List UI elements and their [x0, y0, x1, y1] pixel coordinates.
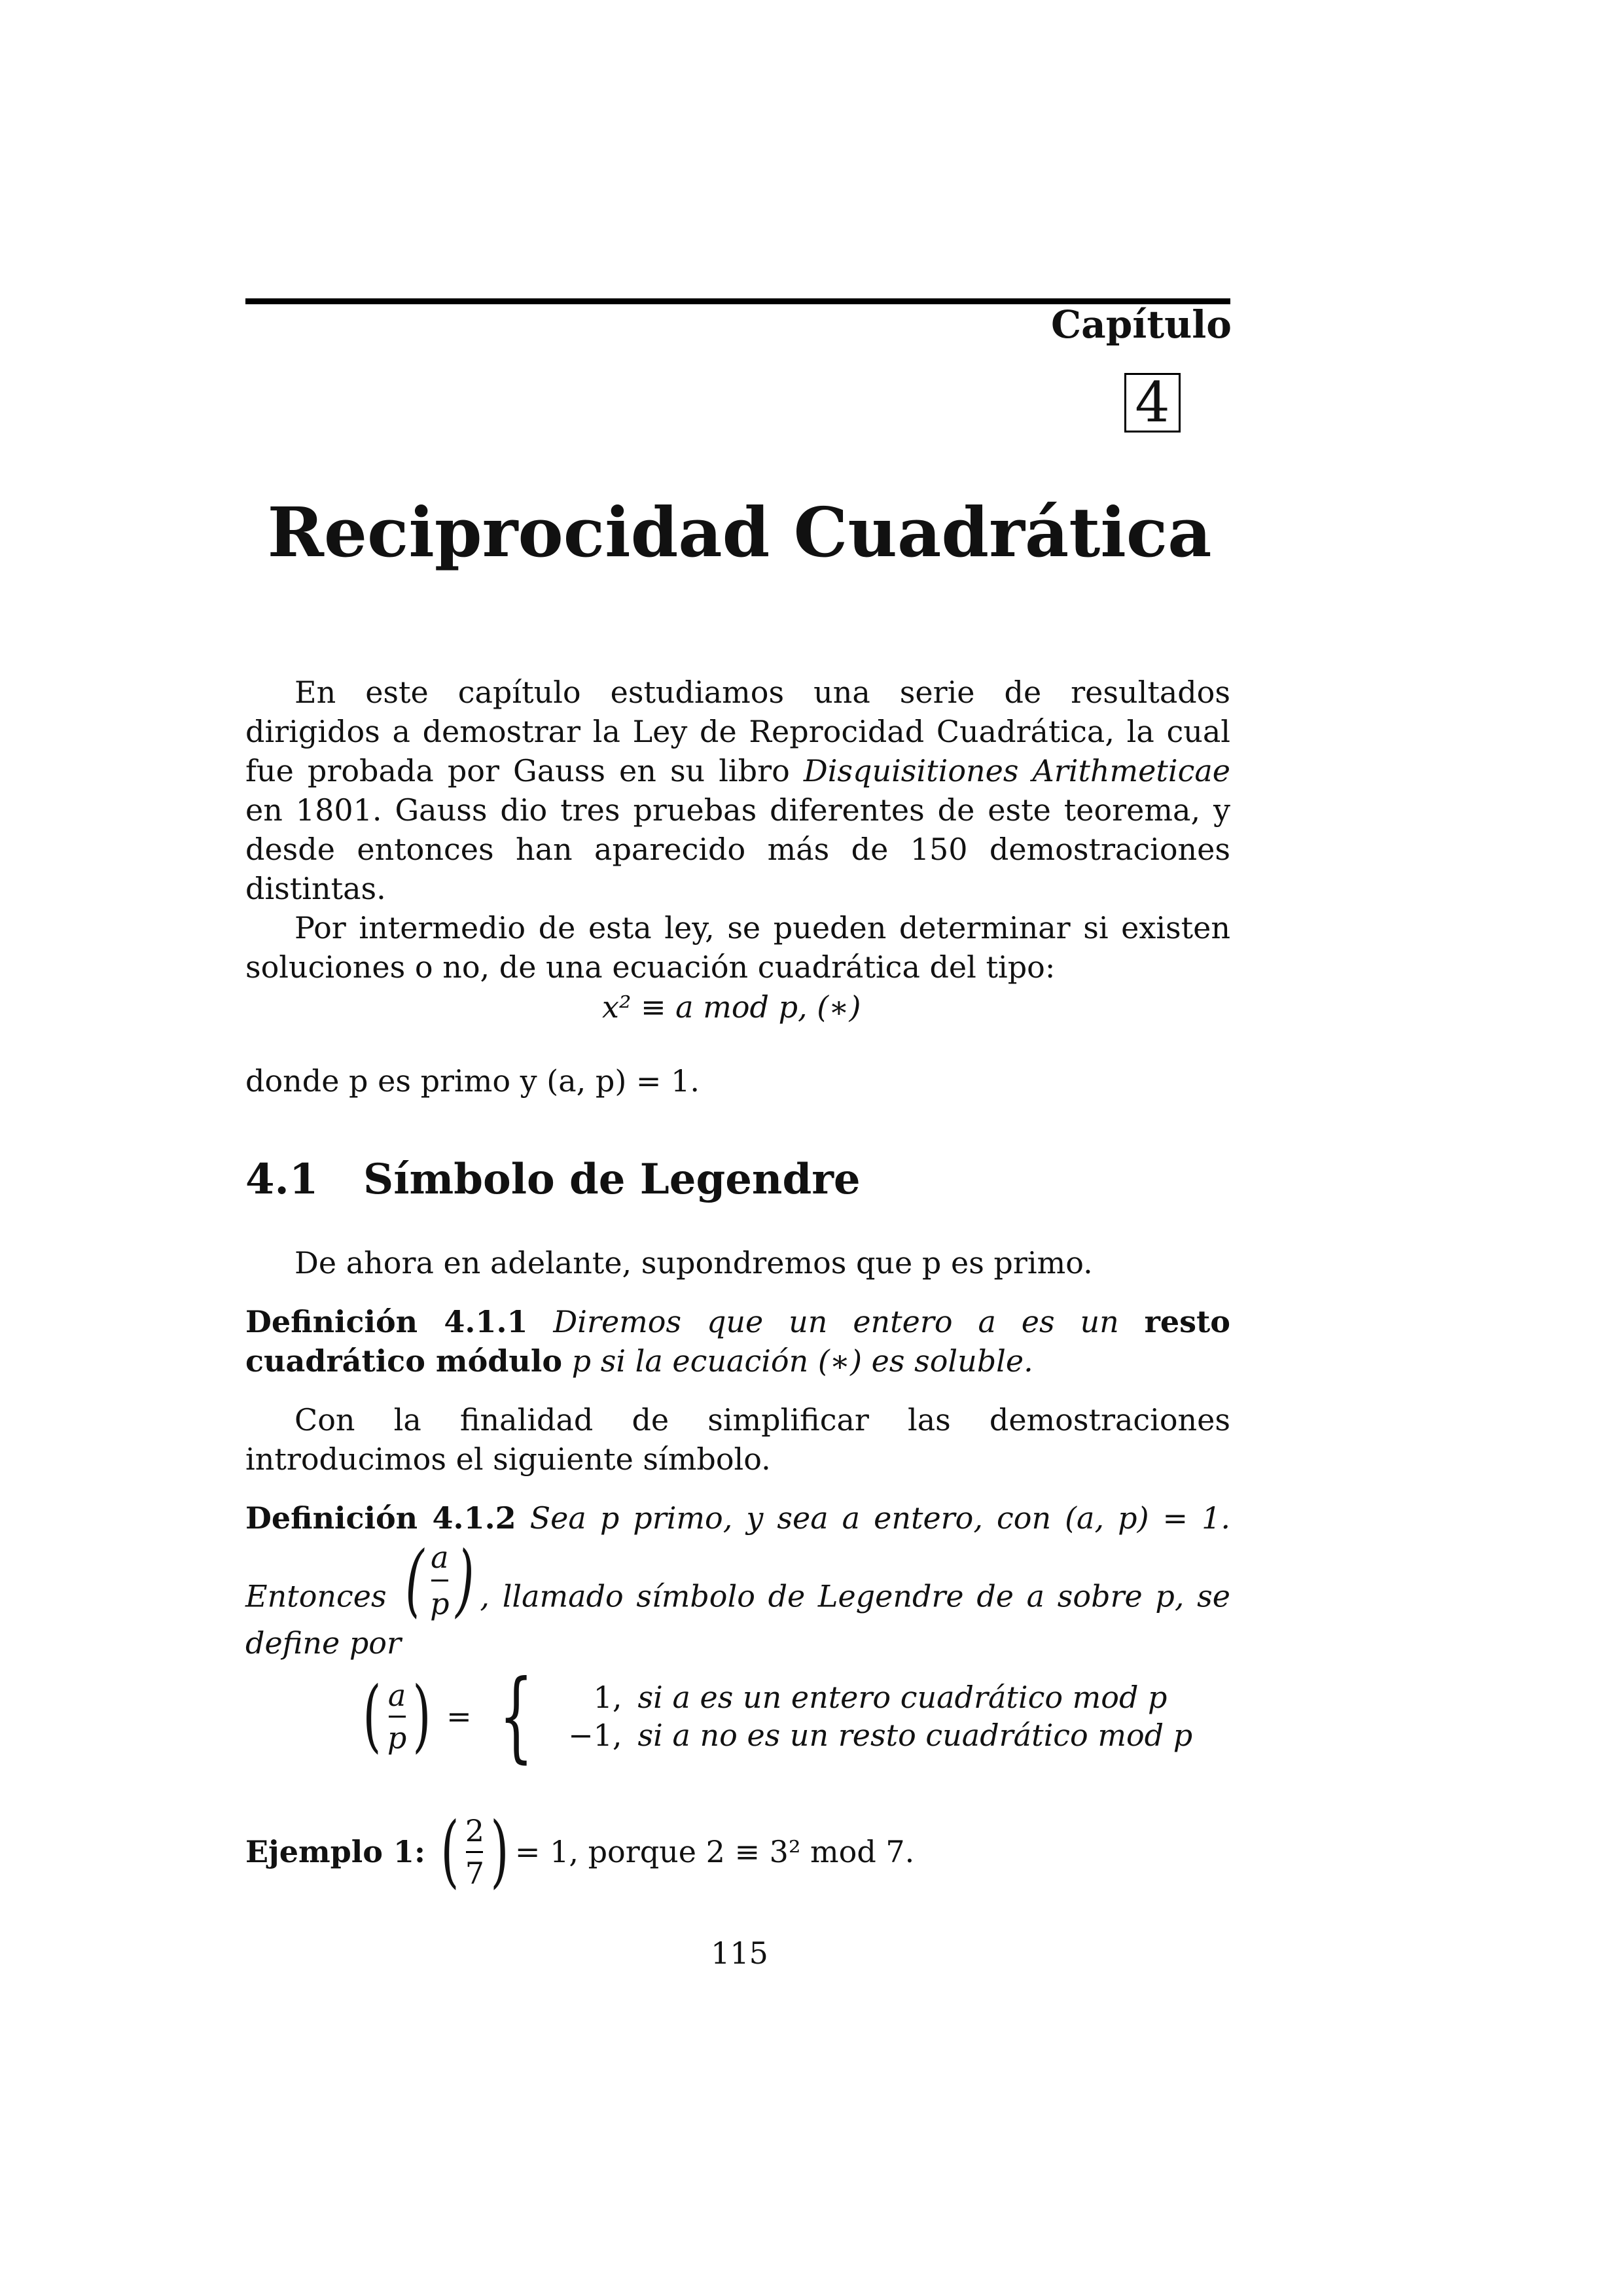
section-body	[245, 1243, 1230, 1663]
paragraph-3: De ahora en adelante, supondremos que p es primo.	[294, 1245, 1093, 1280]
definition-2: Definición 4.1.2 Sea p primo, y sea a entero, con (a, p) = 1. Entonces ( $\frac{a}{p}$ ) , llamado símbolo de Legendre de a sobre p, se define por	[245, 1500, 1230, 1661]
chapter-title: Reciprocidad Cuadrática	[267, 492, 1212, 573]
intro-text	[245, 673, 1230, 987]
paragraph-4: Con la finalidad de simplificar las demostraciones introducimos el siguiente símbolo.	[245, 1402, 1230, 1477]
chapter-number: 4	[1124, 373, 1181, 433]
intro-paragraph-1: En este capítulo estudiamos una serie de resultados dirigidos a demostrar la Ley de Reprocidad Cuadrática, la cual fue probada por Gauss en su libro Disquisitiones Arithmeticae en 1801. Gauss dio tres pruebas diferentes de este teorema, y desde entonces han aparecido más de 150 demostraciones distintas.	[245, 675, 1230, 906]
example-1: Ejemplo 1: ( $\frac{2}{7}$ ) = 1, porque 2 ≡ 3² mod 7.	[245, 1806, 915, 1897]
equation-star: x² ≡ a mod p, (∗)	[602, 989, 861, 1025]
cases-table	[560, 1678, 1200, 1754]
chapter-label: Capítulo	[1050, 302, 1232, 347]
page-number: 115	[711, 1935, 768, 1971]
section-heading: 4.1 Símbolo de Legendre	[245, 1155, 861, 1204]
legendre-cases: ( $\frac{a}{p}$ ) = { 1, si a es un entero cuadrático mod p −1, si a no es un resto cuadrático mod p	[357, 1667, 1200, 1765]
case-row: −1, si a no es un resto cuadrático mod p	[568, 1718, 1193, 1753]
legendre-symbol: ( $\frac{a}{p}$ )	[405, 1534, 474, 1626]
case-row: 1, si a es un entero cuadrático mod p	[593, 1680, 1168, 1715]
after-equation-text: donde p es primo y (a, p) = 1.	[245, 1063, 700, 1099]
book-title: Disquisitiones Arithmeticae	[803, 753, 1230, 788]
intro-paragraph-2: Por intermedio de esta ley, se pueden determinar si existen soluciones o no, de una ecuación cuadrática del tipo:	[245, 910, 1230, 985]
definition-1: Definición 4.1.1 Diremos que un entero a es un resto cuadrático módulo p si la ecuación (∗) es soluble.	[245, 1304, 1230, 1379]
